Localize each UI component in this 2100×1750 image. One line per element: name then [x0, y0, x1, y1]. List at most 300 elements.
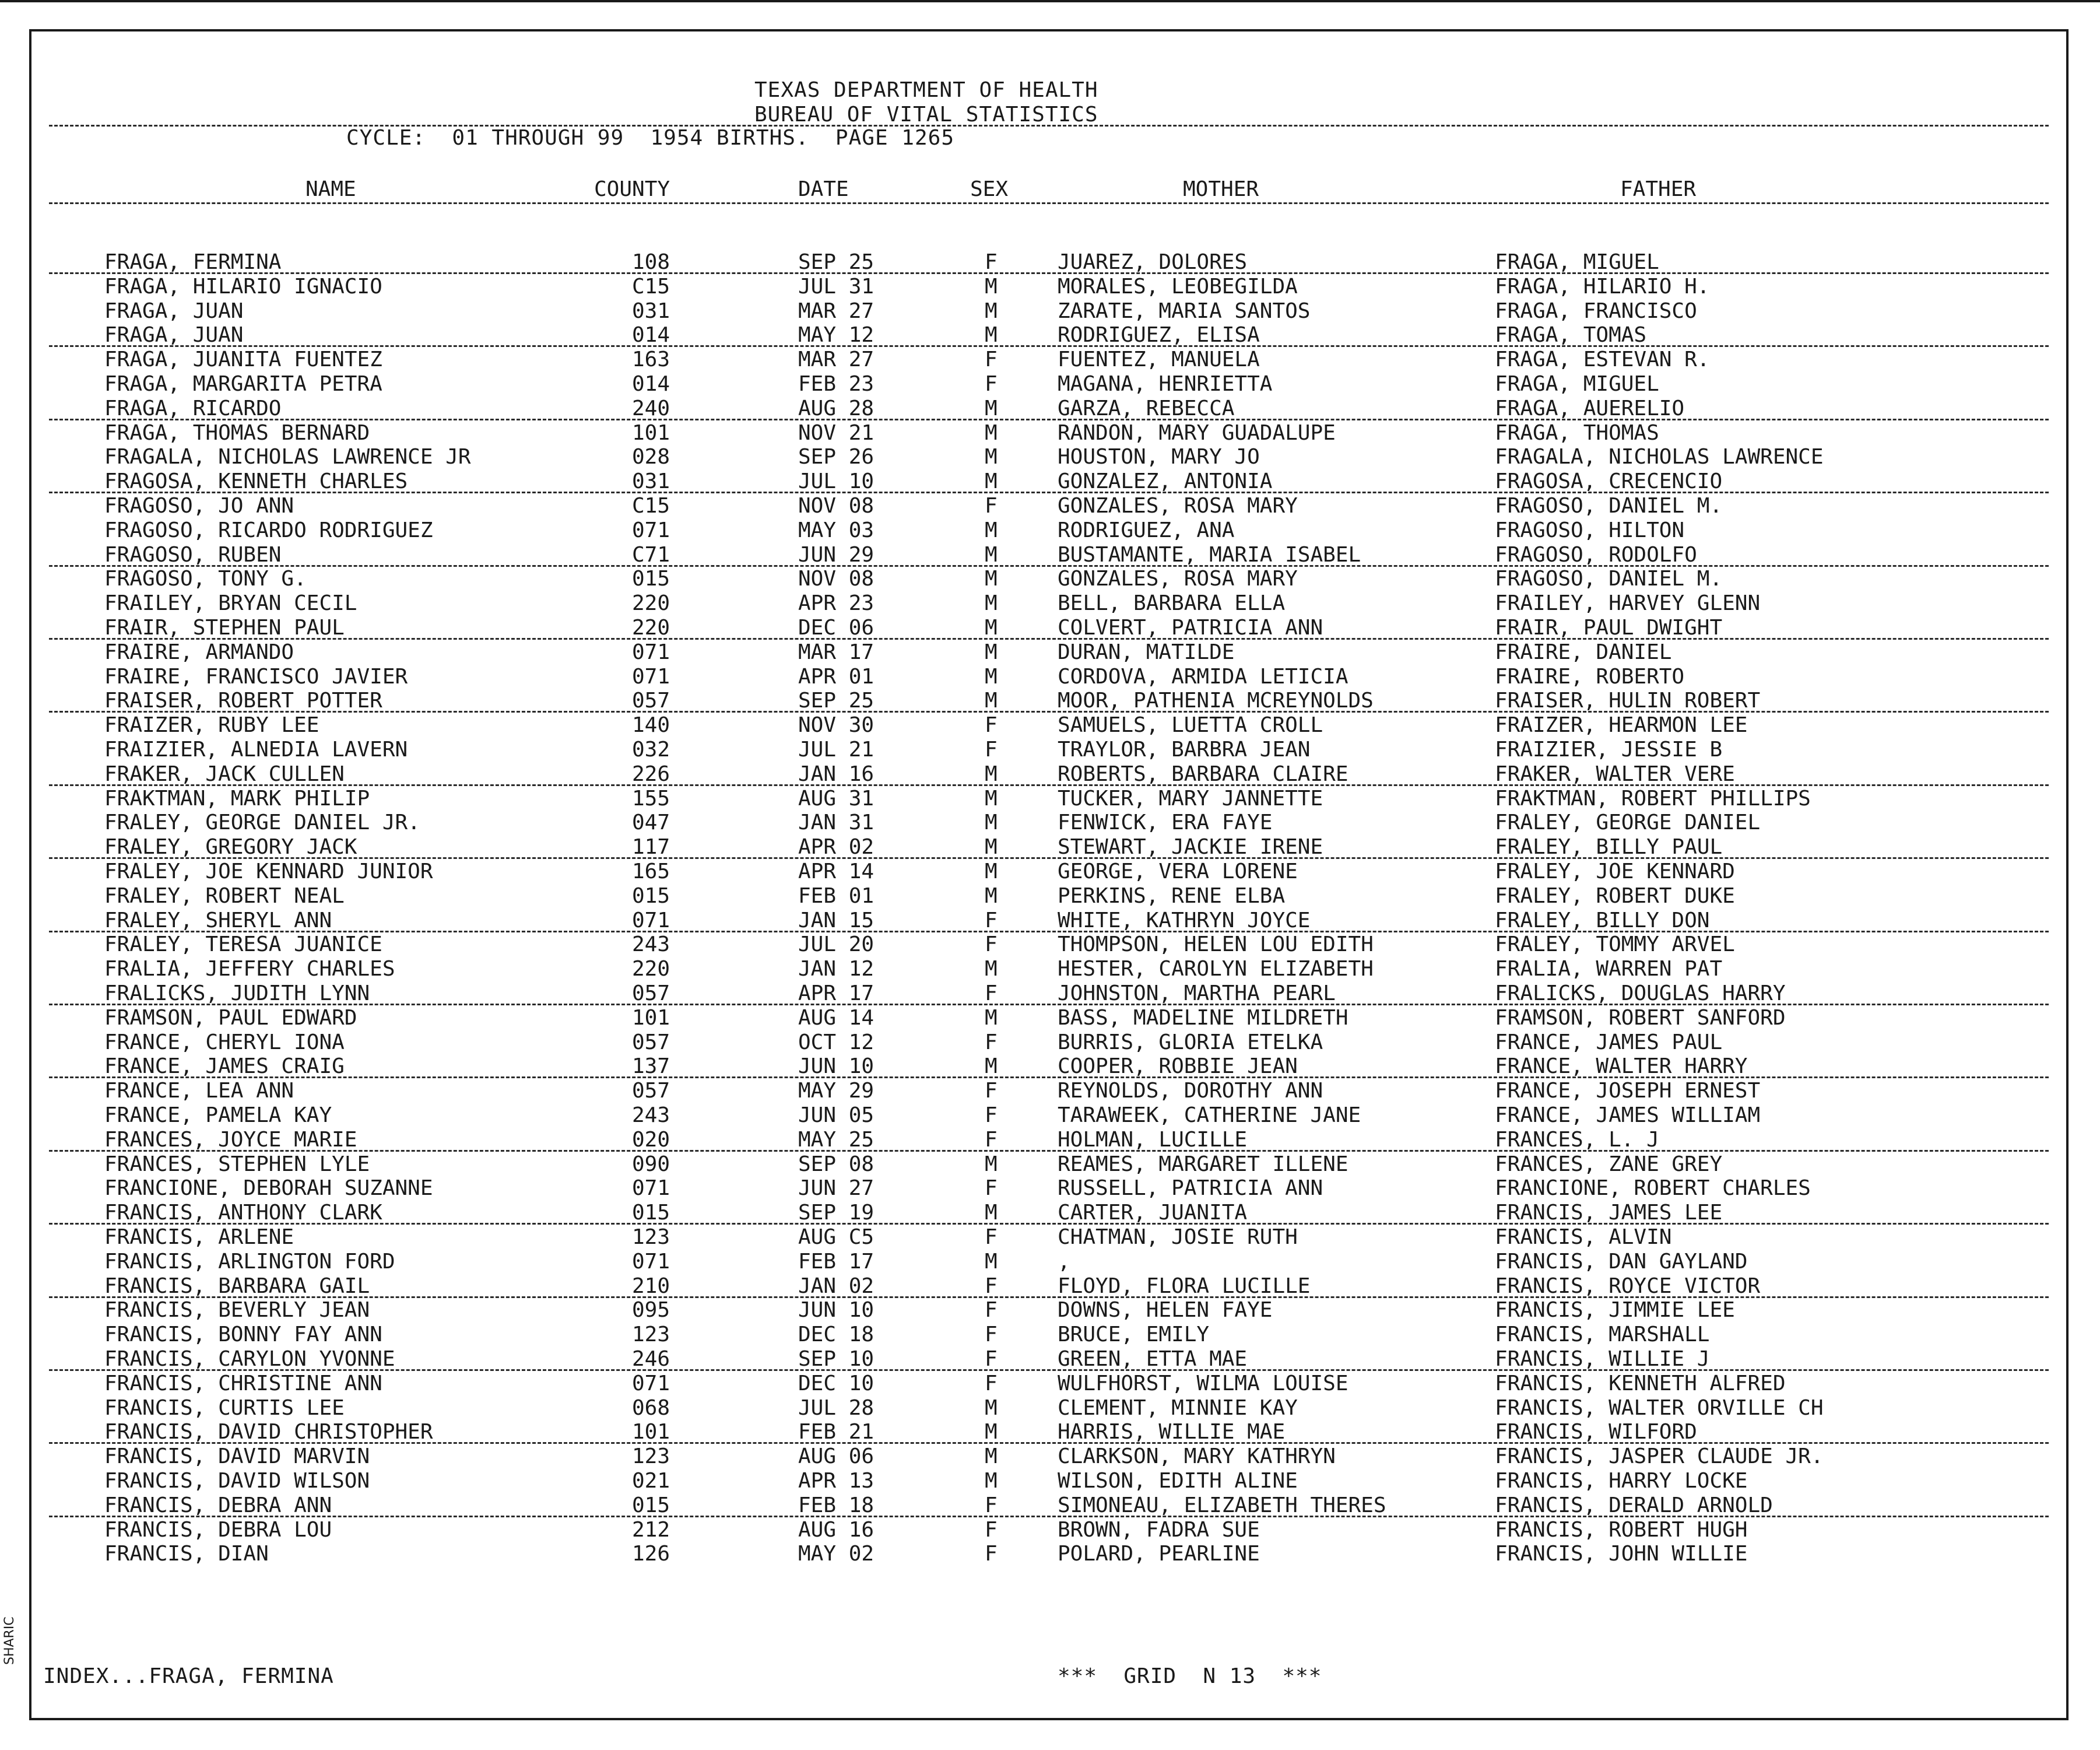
cell-date: SEP 25 — [798, 250, 875, 274]
cell-mother: REYNOLDS, DOROTHY ANN — [1058, 1079, 1323, 1103]
cell-sex: M — [985, 1249, 998, 1274]
cell-mother: HESTER, CAROLYN ELIZABETH — [1058, 957, 1374, 981]
cell-name: FRAGA, HILARIO IGNACIO — [104, 274, 382, 299]
cell-name: FRAMSON, PAUL EDWARD — [104, 1005, 357, 1030]
cell-sex: F — [985, 1542, 998, 1566]
cell-date: AUG 06 — [798, 1444, 875, 1469]
cell-father: FRAKTMAN, ROBERT PHILLIPS — [1495, 786, 1811, 811]
cell-sex: F — [985, 932, 998, 957]
cell-name: FRALEY, JOE KENNARD JUNIOR — [104, 860, 433, 883]
cell-date: MAY 03 — [798, 518, 875, 542]
cell-county: 014 — [632, 372, 670, 396]
cell-name: FRANCES, JOYCE MARIE — [104, 1127, 357, 1152]
cell-sex: M — [985, 542, 998, 567]
cell-name: FRAGA, THOMAS BERNARD — [104, 420, 370, 445]
cell-county: 210 — [632, 1274, 670, 1298]
table-row — [31, 1372, 2066, 1396]
cell-father: FRALIA, WARREN PAT — [1495, 957, 1723, 981]
cell-date: JUL 31 — [798, 274, 875, 299]
column-header-county: COUNTY — [594, 177, 670, 201]
table-row — [31, 275, 2066, 299]
cell-date: APR 13 — [798, 1469, 875, 1493]
cell-name: FRANCIS, BONNY FAY ANN — [104, 1323, 382, 1347]
cell-date: JUN 05 — [798, 1103, 875, 1127]
cell-date: SEP 26 — [798, 445, 875, 469]
cell-date: NOV 30 — [798, 713, 875, 738]
cell-date: AUG C5 — [798, 1225, 875, 1249]
cell-county: 057 — [632, 1079, 670, 1103]
header-subtitle: BUREAU OF VITAL STATISTICS — [754, 103, 1098, 127]
cell-date: MAY 25 — [798, 1127, 875, 1152]
cell-name: FRAKTMAN, MARK PHILIP — [104, 786, 370, 811]
cell-date: NOV 08 — [798, 494, 875, 518]
cell-father: FRANCIS, MARSHALL — [1495, 1323, 1710, 1347]
cell-mother: SAMUELS, LUETTA CROLL — [1058, 713, 1323, 738]
cell-name: FRANCIS, ANTHONY CLARK — [104, 1201, 382, 1225]
cell-mother: WILSON, EDITH ALINE — [1058, 1469, 1298, 1493]
cell-name: FRANCIS, CARYLON YVONNE — [104, 1347, 395, 1371]
cell-father: FRAGOSA, CRECENCIO — [1495, 469, 1723, 494]
cell-mother: RUSSELL, PATRICIA ANN — [1058, 1176, 1323, 1201]
cell-county: 126 — [632, 1542, 670, 1566]
cell-mother: , — [1058, 1249, 1070, 1274]
cell-mother: MOOR, PATHENIA MCREYNOLDS — [1058, 689, 1374, 713]
table-row — [31, 1250, 2066, 1274]
cell-sex: M — [985, 1201, 998, 1225]
cell-name: FRANCE, CHERYL IONA — [104, 1030, 345, 1054]
row-divider — [49, 1296, 2049, 1298]
cell-county: 057 — [632, 689, 670, 713]
cell-date: APR 17 — [798, 981, 875, 1005]
cell-father: FRALEY, BILLY PAUL — [1495, 835, 1723, 860]
side-label: SHARIC — [2, 1616, 17, 1665]
cell-county: 243 — [632, 932, 670, 957]
column-header-date: DATE — [798, 177, 849, 201]
cell-name: FRANCIS, DAVID MARVIN — [104, 1444, 370, 1469]
row-divider — [49, 1004, 2049, 1005]
cell-county: 220 — [632, 616, 670, 640]
cell-date: JAN 12 — [798, 957, 875, 981]
cell-name: FRAGOSO, RUBEN — [104, 542, 282, 567]
cell-sex: F — [985, 1371, 998, 1395]
cell-sex: F — [985, 1493, 998, 1517]
cell-mother: BASS, MADELINE MILDRETH — [1058, 1005, 1349, 1030]
cell-sex: M — [985, 640, 998, 664]
cell-father: FRAIZIER, JESSIE B — [1495, 738, 1723, 762]
cell-father: FRAMSON, ROBERT SANFORD — [1495, 1005, 1786, 1030]
cell-sex: M — [985, 1420, 998, 1444]
cell-mother: TARAWEEK, CATHERINE JANE — [1058, 1103, 1361, 1127]
cell-name: FRANCE, JAMES CRAIG — [104, 1054, 345, 1079]
cell-father: FRANCIS, ROBERT HUGH — [1495, 1517, 1748, 1542]
table-row — [31, 640, 2066, 665]
cell-sex: F — [985, 1127, 998, 1152]
cell-name: FRALEY, GEORGE DANIEL JR. — [104, 811, 420, 835]
table-row — [31, 1225, 2066, 1250]
cell-date: SEP 10 — [798, 1347, 875, 1371]
cell-name: FRAGOSO, JO ANN — [104, 494, 294, 518]
cell-county: 068 — [632, 1395, 670, 1420]
cell-date: OCT 12 — [798, 1030, 875, 1054]
cell-date: JUN 29 — [798, 542, 875, 567]
cell-sex: F — [985, 1298, 998, 1323]
cell-mother: BUSTAMANTE, MARIA ISABEL — [1058, 542, 1361, 567]
cell-county: C71 — [632, 542, 670, 567]
cell-date: DEC 18 — [798, 1323, 875, 1347]
cell-name: FRAIZIER, ALNEDIA LAVERN — [104, 738, 408, 762]
cell-name: FRANCE, LEA ANN — [104, 1079, 294, 1103]
table-row — [31, 421, 2066, 446]
cell-date: FEB 23 — [798, 372, 875, 396]
row-divider — [49, 1076, 2049, 1078]
cell-sex: F — [985, 908, 998, 932]
cell-father: FRAGA, TOMAS — [1495, 323, 1647, 348]
cell-name: FRAGOSO, RICARDO RODRIGUEZ — [104, 518, 433, 542]
cell-date: FEB 21 — [798, 1420, 875, 1444]
cell-date: APR 23 — [798, 591, 875, 616]
table-row — [31, 811, 2066, 835]
cell-sex: M — [985, 616, 998, 640]
row-divider — [49, 492, 2049, 493]
cell-mother: SIMONEAU, ELIZABETH THERES — [1058, 1493, 1386, 1517]
cell-father: FRANCIS, KENNETH ALFRED — [1495, 1371, 1786, 1395]
cell-sex: F — [985, 1517, 998, 1542]
table-row — [31, 1493, 2066, 1518]
table-row — [31, 1274, 2066, 1299]
cell-sex: M — [985, 469, 998, 494]
cell-date: FEB 18 — [798, 1493, 875, 1517]
cell-mother: GONZALEZ, ANTONIA — [1058, 469, 1273, 494]
cell-sex: M — [985, 518, 998, 542]
cell-name: FRAISER, ROBERT POTTER — [104, 689, 382, 713]
cell-date: DEC 06 — [798, 616, 875, 640]
table-row — [31, 1201, 2066, 1225]
cell-date: JUN 10 — [798, 1298, 875, 1323]
cell-sex: M — [985, 1005, 998, 1030]
cell-date: AUG 31 — [798, 786, 875, 811]
cell-mother: CLEMENT, MINNIE KAY — [1058, 1395, 1298, 1420]
cell-sex: M — [985, 1054, 998, 1079]
cell-sex: F — [985, 494, 998, 518]
cell-mother: RANDON, MARY GUADALUPE — [1058, 420, 1336, 445]
cell-sex: M — [985, 420, 998, 445]
table-row — [31, 689, 2066, 713]
table-row — [31, 1298, 2066, 1323]
column-headers — [31, 177, 2066, 202]
cell-county: 071 — [632, 518, 670, 542]
cell-name: FRAGA, RICARDO — [104, 396, 282, 420]
cell-county: 071 — [632, 1176, 670, 1201]
cell-sex: M — [985, 664, 998, 689]
row-divider — [49, 784, 2049, 786]
cell-father: FRAGOSO, RODOLFO — [1495, 542, 1697, 567]
cell-mother: FUENTEZ, MANUELA — [1058, 348, 1260, 372]
table-row — [31, 860, 2066, 884]
cell-date: JAN 02 — [798, 1274, 875, 1298]
cell-father: FRAGALA, NICHOLAS LAWRENCE — [1495, 445, 1824, 469]
table-row — [31, 445, 2066, 469]
cell-county: 123 — [632, 1323, 670, 1347]
cell-sex: M — [985, 323, 998, 348]
cell-father: FRAKER, WALTER VERE — [1495, 762, 1735, 786]
table-row — [31, 348, 2066, 372]
cell-sex: M — [985, 689, 998, 713]
cell-mother: COLVERT, PATRICIA ANN — [1058, 616, 1323, 640]
table-row — [31, 1542, 2066, 1566]
cell-sex: M — [985, 1152, 998, 1176]
table-row — [31, 1469, 2066, 1493]
cell-name: FRALEY, GREGORY JACK — [104, 835, 357, 860]
cell-mother: RODRIGUEZ, ELISA — [1058, 323, 1260, 348]
cell-county: 057 — [632, 981, 670, 1005]
cell-name: FRAIZER, RUBY LEE — [104, 713, 319, 738]
cell-mother: MAGANA, HENRIETTA — [1058, 372, 1273, 396]
cell-name: FRAGA, JUAN — [104, 323, 244, 348]
cell-name: FRANCIS, BEVERLY JEAN — [104, 1298, 370, 1323]
cell-name: FRAGALA, NICHOLAS LAWRENCE JR — [104, 445, 471, 469]
cell-father: FRANCIS, JAMES LEE — [1495, 1201, 1723, 1225]
cell-father: FRANCIS, WILLIE J — [1495, 1347, 1710, 1371]
cell-mother: THOMPSON, HELEN LOU EDITH — [1058, 932, 1374, 957]
cell-date: JUN 10 — [798, 1054, 875, 1079]
column-header-mother: MOTHER — [1183, 177, 1259, 201]
cell-county: 047 — [632, 811, 670, 835]
table-row — [31, 1420, 2066, 1444]
cell-sex: M — [985, 591, 998, 616]
table-row — [31, 250, 2066, 275]
cell-sex: M — [985, 762, 998, 786]
cell-mother: COOPER, ROBBIE JEAN — [1058, 1054, 1298, 1079]
table-row — [31, 738, 2066, 762]
cell-date: DEC 10 — [798, 1371, 875, 1395]
cell-mother: HOUSTON, MARY JO — [1058, 445, 1260, 469]
cell-father: FRANCIS, JIMMIE LEE — [1495, 1298, 1735, 1323]
cell-mother: FENWICK, ERA FAYE — [1058, 811, 1273, 835]
cell-father: FRANCES, L. J — [1495, 1127, 1659, 1152]
cell-date: NOV 21 — [798, 420, 875, 445]
table-row — [31, 762, 2066, 787]
table-row — [31, 469, 2066, 494]
cell-name: FRAGA, FERMINA — [104, 250, 282, 274]
cell-father: FRAIRE, ROBERTO — [1495, 664, 1685, 689]
cell-sex: M — [985, 957, 998, 981]
cell-mother: CORDOVA, ARMIDA LETICIA — [1058, 664, 1349, 689]
cell-father: FRANCIS, ALVIN — [1495, 1225, 1672, 1249]
cell-date: JAN 31 — [798, 811, 875, 835]
cell-county: 015 — [632, 883, 670, 908]
cell-county: 140 — [632, 713, 670, 738]
cell-name: FRANCIS, DAVID WILSON — [104, 1469, 370, 1493]
top-rule — [0, 0, 2100, 2]
cell-sex: M — [985, 835, 998, 860]
cell-date: AUG 28 — [798, 396, 875, 420]
cell-father: FRANCIONE, ROBERT CHARLES — [1495, 1176, 1811, 1201]
cell-county: 015 — [632, 1493, 670, 1517]
cell-county: 031 — [632, 299, 670, 323]
table-row — [31, 1152, 2066, 1177]
cell-name: FRAGA, JUAN — [104, 299, 244, 323]
cell-father: FRAGOSO, DANIEL M. — [1495, 567, 1723, 591]
table-row — [31, 1347, 2066, 1372]
cell-county: 071 — [632, 664, 670, 689]
row-divider — [49, 272, 2049, 274]
table-row — [31, 323, 2066, 348]
table-row — [31, 1444, 2066, 1469]
cell-sex: M — [985, 786, 998, 811]
cell-sex: F — [985, 1225, 998, 1249]
cell-mother: BROWN, FADRA SUE — [1058, 1517, 1260, 1542]
row-divider — [49, 1369, 2049, 1371]
cell-father: FRANCIS, JOHN WILLIE — [1495, 1542, 1748, 1566]
cell-mother: GONZALES, ROSA MARY — [1058, 494, 1298, 518]
cell-county: 071 — [632, 640, 670, 664]
table-row — [31, 494, 2066, 518]
cell-name: FRANCIS, CHRISTINE ANN — [104, 1371, 382, 1395]
cell-date: JUL 20 — [798, 932, 875, 957]
cell-county: 163 — [632, 348, 670, 372]
cell-name: FRAGA, MARGARITA PETRA — [104, 372, 382, 396]
cell-county: 220 — [632, 957, 670, 981]
table-row — [31, 1103, 2066, 1128]
table-row — [31, 591, 2066, 616]
cell-date: MAY 02 — [798, 1542, 875, 1566]
cell-county: 071 — [632, 1371, 670, 1395]
table-row — [31, 981, 2066, 1006]
cell-mother: CHATMAN, JOSIE RUTH — [1058, 1225, 1298, 1249]
table-row — [31, 567, 2066, 591]
footer-grid: *** GRID N 13 *** — [1058, 1664, 1322, 1688]
cell-sex: F — [985, 250, 998, 274]
cell-father: FRAGA, AUERELIO — [1495, 396, 1685, 420]
cell-mother: JUAREZ, DOLORES — [1058, 250, 1248, 274]
cell-mother: BELL, BARBARA ELLA — [1058, 591, 1286, 616]
table-row — [31, 1128, 2066, 1152]
cell-sex: F — [985, 1079, 998, 1103]
row-divider — [49, 931, 2049, 932]
cell-date: MAY 12 — [798, 323, 875, 348]
cell-county: 226 — [632, 762, 670, 786]
cell-name: FRALIA, JEFFERY CHARLES — [104, 957, 395, 981]
cell-county: 246 — [632, 1347, 670, 1371]
cell-name: FRAILEY, BRYAN CECIL — [104, 591, 357, 616]
cell-date: FEB 01 — [798, 883, 875, 908]
cell-mother: HOLMAN, LUCILLE — [1058, 1127, 1248, 1152]
footer-index: INDEX...FRAGA, FERMINA — [43, 1664, 334, 1688]
cell-mother: BURRIS, GLORIA ETELKA — [1058, 1030, 1323, 1054]
row-divider — [49, 1516, 2049, 1517]
cell-county: 014 — [632, 323, 670, 348]
cell-father: FRAGA, HILARIO H. — [1495, 274, 1710, 299]
cell-sex: F — [985, 348, 998, 372]
cell-name: FRAGA, JUANITA FUENTEZ — [104, 348, 382, 372]
cell-father: FRANCIS, WILFORD — [1495, 1420, 1697, 1444]
table-row — [31, 372, 2066, 397]
cell-mother: GEORGE, VERA LORENE — [1058, 860, 1298, 883]
cell-date: APR 14 — [798, 860, 875, 883]
cell-sex: M — [985, 860, 998, 883]
cell-date: JAN 15 — [798, 908, 875, 932]
cell-mother: BRUCE, EMILY — [1058, 1323, 1210, 1347]
cell-county: 243 — [632, 1103, 670, 1127]
cell-mother: POLARD, PEARLINE — [1058, 1542, 1260, 1566]
cell-county: 123 — [632, 1225, 670, 1249]
cell-mother: FLOYD, FLORA LUCILLE — [1058, 1274, 1311, 1298]
cell-father: FRAGA, MIGUEL — [1495, 250, 1659, 274]
cell-date: MAR 27 — [798, 299, 875, 323]
cell-name: FRAIR, STEPHEN PAUL — [104, 616, 345, 640]
cell-county: 240 — [632, 396, 670, 420]
cell-mother: GARZA, REBECCA — [1058, 396, 1235, 420]
cell-sex: F — [985, 713, 998, 738]
cell-mother: WULFHORST, WILMA LOUISE — [1058, 1371, 1349, 1395]
cell-sex: M — [985, 445, 998, 469]
cell-mother: HARRIS, WILLIE MAE — [1058, 1420, 1286, 1444]
cell-mother: GREEN, ETTA MAE — [1058, 1347, 1248, 1371]
table-row — [31, 1054, 2066, 1079]
cell-father: FRANCIS, ROYCE VICTOR — [1495, 1274, 1761, 1298]
cell-county: 057 — [632, 1030, 670, 1054]
row-divider — [49, 345, 2049, 347]
cell-father: FRAISER, HULIN ROBERT — [1495, 689, 1761, 713]
cell-date: SEP 08 — [798, 1152, 875, 1176]
cell-mother: PERKINS, RENE ELBA — [1058, 883, 1286, 908]
cell-name: FRAGOSA, KENNETH CHARLES — [104, 469, 408, 494]
table-row — [31, 518, 2066, 543]
cell-mother: GONZALES, ROSA MARY — [1058, 567, 1298, 591]
cell-name: FRANCE, PAMELA KAY — [104, 1103, 332, 1127]
cell-date: JUL 28 — [798, 1395, 875, 1420]
cell-father: FRANCIS, JASPER CLAUDE JR. — [1495, 1444, 1824, 1469]
cell-sex: M — [985, 396, 998, 420]
cell-county: 021 — [632, 1469, 670, 1493]
cell-mother: DOWNS, HELEN FAYE — [1058, 1298, 1273, 1323]
cell-father: FRANCIS, HARRY LOCKE — [1495, 1469, 1748, 1493]
cell-county: C15 — [632, 274, 670, 299]
cell-father: FRAGA, FRANCISCO — [1495, 299, 1697, 323]
table-row — [31, 713, 2066, 738]
cell-county: 212 — [632, 1517, 670, 1542]
cell-name: FRALEY, TERESA JUANICE — [104, 932, 382, 957]
cell-mother: CARTER, JUANITA — [1058, 1201, 1248, 1225]
cell-father: FRANCIS, DERALD ARNOLD — [1495, 1493, 1773, 1517]
cell-father: FRANCIS, DAN GAYLAND — [1495, 1249, 1748, 1274]
cell-sex: M — [985, 567, 998, 591]
cell-father: FRAGOSO, DANIEL M. — [1495, 494, 1723, 518]
table-row — [31, 1396, 2066, 1421]
cell-name: FRANCIS, DEBRA ANN — [104, 1493, 332, 1517]
cell-name: FRAIRE, FRANCISCO JAVIER — [104, 664, 408, 689]
table-row — [31, 543, 2066, 567]
cell-county: 108 — [632, 250, 670, 274]
cell-sex: M — [985, 299, 998, 323]
cell-sex: F — [985, 1274, 998, 1298]
cell-county: 165 — [632, 860, 670, 883]
table-row — [31, 835, 2066, 860]
row-divider — [49, 1150, 2049, 1152]
table-row — [31, 299, 2066, 324]
cell-father: FRALICKS, DOUGLAS HARRY — [1495, 981, 1786, 1005]
cycle-line: CYCLE: 01 THROUGH 99 1954 BIRTHS. PAGE 1265 — [346, 126, 954, 150]
cell-name: FRAGOSO, TONY G. — [104, 567, 307, 591]
cell-father: FRANCES, ZANE GREY — [1495, 1152, 1723, 1176]
cell-sex: F — [985, 372, 998, 396]
cell-sex: F — [985, 981, 998, 1005]
cell-name: FRALICKS, JUDITH LYNN — [104, 981, 370, 1005]
column-header-father: FATHER — [1620, 177, 1697, 201]
cell-mother: CLARKSON, MARY KATHRYN — [1058, 1444, 1336, 1469]
cell-father: FRANCE, JAMES WILLIAM — [1495, 1103, 1761, 1127]
cell-name: FRANCIS, BARBARA GAIL — [104, 1274, 370, 1298]
